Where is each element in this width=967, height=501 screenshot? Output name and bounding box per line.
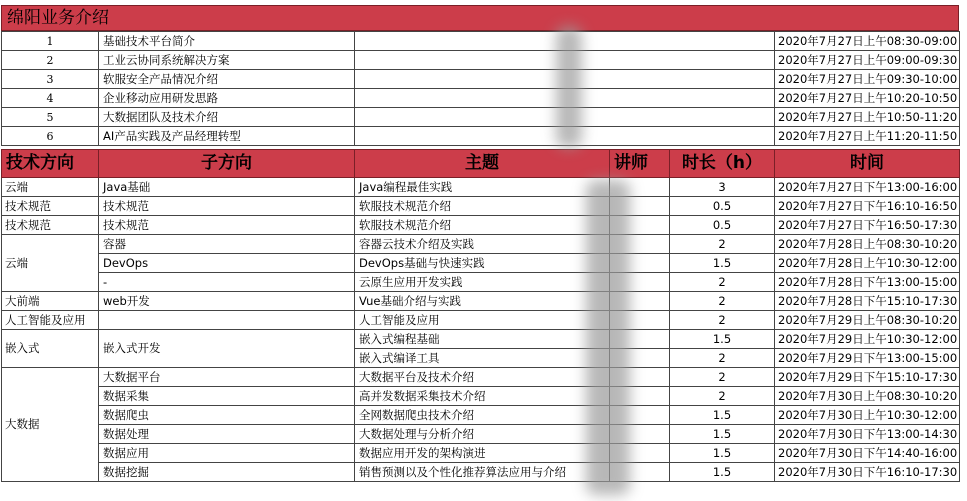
intro-schedule-table	[1, 31, 960, 146]
header-sub-direction[interactable]: 子方向	[99, 150, 355, 178]
redaction-blur-main	[586, 180, 630, 495]
time-cell[interactable]: 2020年7月30日下午13:00-14:30	[775, 425, 960, 444]
duration-cell[interactable]: 1.5	[670, 444, 775, 463]
duration-cell[interactable]: 1.5	[670, 330, 775, 349]
table-row	[2, 273, 960, 292]
duration-cell[interactable]: 2	[670, 311, 775, 330]
session-time[interactable]: 2020年7月27日上午09:30-10:00	[775, 70, 960, 89]
duration-cell[interactable]: 1.5	[670, 425, 775, 444]
sub-direction-cell[interactable]	[99, 311, 355, 330]
duration-cell[interactable]: 1.5	[670, 463, 775, 482]
direction-cell[interactable]: 大前端	[2, 292, 99, 311]
session-number[interactable]: 4	[2, 89, 99, 108]
sub-direction-cell[interactable]: 大数据平台	[99, 368, 355, 387]
table-row	[2, 108, 960, 127]
table-row	[2, 197, 960, 216]
table-row	[2, 32, 960, 51]
sub-direction-cell[interactable]: 数据采集	[99, 387, 355, 406]
topic-cell[interactable]: DevOps基础与快速实践	[355, 254, 610, 273]
session-number[interactable]: 3	[2, 70, 99, 89]
duration-cell[interactable]: 2	[670, 368, 775, 387]
header-duration[interactable]: 时长（h）	[670, 150, 775, 178]
sub-direction-cell[interactable]: 容器	[99, 235, 355, 254]
session-topic[interactable]: 软服安全产品情况介绍	[99, 70, 355, 89]
time-cell[interactable]: 2020年7月30日上午10:30-12:00	[775, 406, 960, 425]
topic-cell[interactable]: 销售预测以及个性化推荐算法应用与介绍	[355, 463, 610, 482]
session-number[interactable]: 1	[2, 32, 99, 51]
table-row	[2, 127, 960, 146]
session-topic[interactable]: 企业移动应用研发思路	[99, 89, 355, 108]
duration-cell[interactable]: 2	[670, 235, 775, 254]
sub-direction-cell[interactable]: 数据应用	[99, 444, 355, 463]
header-topic[interactable]: 主题	[355, 150, 610, 178]
duration-cell[interactable]: 0.5	[670, 216, 775, 235]
direction-cell[interactable]: 人工智能及应用	[2, 311, 99, 330]
table-row	[2, 178, 960, 197]
sub-direction-cell[interactable]: 技术规范	[99, 197, 355, 216]
sub-direction-cell[interactable]: 数据挖掘	[99, 463, 355, 482]
session-time[interactable]: 2020年7月27日上午10:50-11:20	[775, 108, 960, 127]
table-row	[2, 330, 960, 349]
table-row	[2, 254, 960, 273]
table-row	[2, 292, 960, 311]
direction-cell[interactable]: 嵌入式	[2, 330, 99, 368]
topic-cell[interactable]: 数据应用开发的架构演进	[355, 444, 610, 463]
time-cell[interactable]: 2020年7月29日上午08:30-10:20	[775, 311, 960, 330]
duration-cell[interactable]: 0.5	[670, 197, 775, 216]
course-schedule-table	[1, 149, 960, 482]
time-cell[interactable]: 2020年7月30日下午16:10-17:30	[775, 463, 960, 482]
session-time[interactable]: 2020年7月27日上午08:30-09:00	[775, 32, 960, 51]
topic-cell[interactable]: 软服技术规范介绍	[355, 216, 610, 235]
topic-cell[interactable]: 容器云技术介绍及实践	[355, 235, 610, 254]
sub-direction-cell[interactable]: 数据爬虫	[99, 406, 355, 425]
direction-cell[interactable]: 大数据	[2, 368, 99, 482]
duration-cell[interactable]: 1.5	[670, 254, 775, 273]
time-cell[interactable]: 2020年7月29日下午15:10-17:30	[775, 368, 960, 387]
time-cell[interactable]: 2020年7月28日上午08:30-10:20	[775, 235, 960, 254]
duration-cell[interactable]: 3	[670, 178, 775, 197]
topic-cell[interactable]: 全网数据爬虫技术介绍	[355, 406, 610, 425]
topic-cell[interactable]: 云原生应用开发实践	[355, 273, 610, 292]
table-row	[2, 51, 960, 70]
session-topic[interactable]: 大数据团队及技术介绍	[99, 108, 355, 127]
table-header-row	[2, 150, 960, 178]
sub-direction-cell[interactable]: -	[99, 273, 355, 292]
session-topic[interactable]: 基础技术平台简介	[99, 32, 355, 51]
time-cell[interactable]: 2020年7月30日上午08:30-10:20	[775, 387, 960, 406]
sub-direction-cell[interactable]: 技术规范	[99, 216, 355, 235]
topic-cell[interactable]: 软服技术规范介绍	[355, 197, 610, 216]
direction-cell[interactable]: 云端	[2, 178, 99, 197]
time-cell[interactable]: 2020年7月29日上午10:30-12:00	[775, 330, 960, 349]
topic-cell[interactable]: 大数据平台及技术介绍	[355, 368, 610, 387]
time-cell[interactable]: 2020年7月30日下午14:40-16:00	[775, 444, 960, 463]
duration-cell[interactable]: 2	[670, 292, 775, 311]
header-time[interactable]: 时间	[775, 150, 960, 178]
direction-cell[interactable]: 技术规范	[2, 197, 99, 216]
sub-direction-cell[interactable]: 嵌入式开发	[99, 330, 355, 368]
direction-cell[interactable]: 技术规范	[2, 216, 99, 235]
session-time[interactable]: 2020年7月27日上午11:20-11:50	[775, 127, 960, 146]
table-row	[2, 406, 960, 425]
topic-cell[interactable]: 人工智能及应用	[355, 311, 610, 330]
duration-cell[interactable]: 2	[670, 273, 775, 292]
redaction-blur-top	[556, 26, 582, 148]
table-row	[2, 425, 960, 444]
time-cell[interactable]: 2020年7月27日下午13:00-16:00	[775, 178, 960, 197]
table-row	[2, 89, 960, 108]
sub-direction-cell[interactable]: DevOps	[99, 254, 355, 273]
table-row	[2, 235, 960, 254]
topic-cell[interactable]: 大数据处理与分析介绍	[355, 425, 610, 444]
table-row	[2, 368, 960, 387]
direction-cell[interactable]: 云端	[2, 235, 99, 292]
sub-direction-cell[interactable]: web开发	[99, 292, 355, 311]
table-row	[2, 70, 960, 89]
time-cell[interactable]: 2020年7月28日上午10:30-12:00	[775, 254, 960, 273]
table-row	[2, 216, 960, 235]
session-number[interactable]: 2	[2, 51, 99, 70]
table-row	[2, 311, 960, 330]
header-teacher[interactable]: 讲师	[610, 150, 670, 178]
time-cell[interactable]: 2020年7月28日下午13:00-15:00	[775, 273, 960, 292]
session-time[interactable]: 2020年7月27日上午10:20-10:50	[775, 89, 960, 108]
session-topic[interactable]: AI产品实践及产品经理转型	[99, 127, 355, 146]
session-number[interactable]: 6	[2, 127, 99, 146]
duration-cell[interactable]: 1.5	[670, 406, 775, 425]
time-cell[interactable]: 2020年7月28日下午15:10-17:30	[775, 292, 960, 311]
table-row	[2, 387, 960, 406]
session-topic[interactable]: 工业云协同系统解决方案	[99, 51, 355, 70]
topic-cell[interactable]: 嵌入式编程基础	[355, 330, 610, 349]
topic-cell[interactable]: 高并发数据采集技术介绍	[355, 387, 610, 406]
topic-cell[interactable]: 嵌入式编译工具	[355, 349, 610, 368]
duration-cell[interactable]: 2	[670, 349, 775, 368]
table-row	[2, 444, 960, 463]
session-number[interactable]: 5	[2, 108, 99, 127]
sub-direction-cell[interactable]: Java基础	[99, 178, 355, 197]
header-direction[interactable]: 技术方向	[2, 150, 99, 178]
topic-cell[interactable]: Vue基础介绍与实践	[355, 292, 610, 311]
time-cell[interactable]: 2020年7月27日下午16:10-16:50	[775, 197, 960, 216]
sub-direction-cell[interactable]: 数据处理	[99, 425, 355, 444]
sheet-title: 绵阳业务介绍	[1, 5, 959, 31]
duration-cell[interactable]: 2	[670, 387, 775, 406]
time-cell[interactable]: 2020年7月27日下午16:50-17:30	[775, 216, 960, 235]
time-cell[interactable]: 2020年7月29日下午13:00-15:00	[775, 349, 960, 368]
session-time[interactable]: 2020年7月27日上午09:00-09:30	[775, 51, 960, 70]
table-row	[2, 463, 960, 482]
topic-cell[interactable]: Java编程最佳实践	[355, 178, 610, 197]
